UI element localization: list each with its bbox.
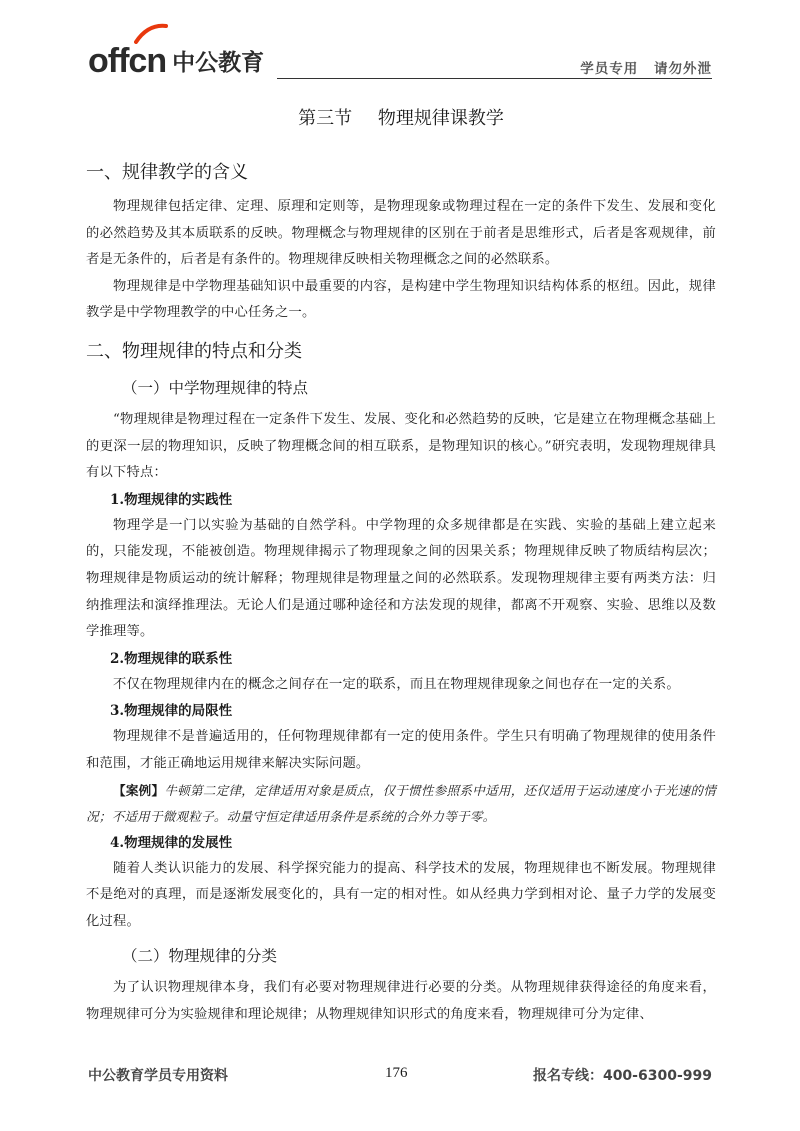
paragraph: 物理规律包括定律、定理、原理和定则等，是物理现象或物理过程在一定的条件下发生、发展和变化的必然趋势及其本质联系的反映。物理概念与物理规律的区别在于前者是思维形式，后者是客观规律，前者是无条件的，后者是有条件的。物理规律反映相关物理概念之间的必然联系。 <box>86 199 716 268</box>
example-text: 牛顿第二定律，定律适用对象是质点，仅于惯性参照系中适用，还仅适用于运动速度小于光速的情况；不适用于微观粒子。动量守恒定律适用条件是系统的合外力等于零。 <box>86 782 716 824</box>
section-title <box>86 104 716 134</box>
feature-title-development: 4.物理规律的发展性 <box>110 834 233 851</box>
paragraph: 为了认识物理规律本身，我们有必要对物理规律进行必要的分类。从物理规律获得途径的角度来看，物理规律可分为实验规律和理论规律；从物理规律知识形式的角度来看，物理规律可分为定律、 <box>86 980 716 1022</box>
page-content <box>86 100 716 1028</box>
subheading-characteristics: （一）中学物理规律的特点 <box>122 378 309 397</box>
paragraph: 不仅在物理规律内在的概念之间存在一定的联系，而且在物理规律现象之间也存在一定的关系。 <box>113 676 680 692</box>
footer-hotline: 报名专线：400-6300-999 <box>532 1068 712 1084</box>
section-number: 第三节 <box>298 108 353 129</box>
section-title-text: 物理规律课教学 <box>377 108 504 129</box>
logo-chinese-name: 中公教育 <box>172 50 265 76</box>
subheading-classification: （二）物理规律的分类 <box>122 947 278 966</box>
paragraph: “物理规律是物理过程在一定条件下发生、发展、变化和必然趋势的反映，它是建立在物理概念基础上的更深一层的物理知识，反映了物理概念间的相互联系，是物理知识的核心。”研究表明，发现物理规律具有以下特点： <box>86 411 716 481</box>
paragraph: 物理学是一门以实验为基础的自然学科。中学物理的众多规律都是在实践、实验的基础上建立起来的，只能发现，不能被创造。物理规律揭示了物理现象之间的因果关系；物理规律反映了物质结构层次；物理规律是物质运动的统计解释；物理规律是物理量之间的必然联系。发现物理规律主要有两类方法：归纳推理法和演绎推理法。无论人们是通过哪种途径和方法发现的规律，都离不开观察、实验、思维以及数学推理等。 <box>86 517 716 640</box>
header-tag-students-only: 学员专用 <box>580 61 639 77</box>
paragraph: 物理规律不是普遍适用的，任何物理规律都有一定的使用条件。学生只有明确了物理规律的使用条件和范围，才能正确地运用规律来解决实际问题。 <box>86 729 716 771</box>
example-paragraph <box>86 778 716 830</box>
feature-title-limitation: 3.物理规律的局限性 <box>110 703 233 720</box>
logo-wordmark: offcn <box>88 42 167 80</box>
header-divider <box>277 78 712 79</box>
example-tag: 【案例】 <box>113 782 165 798</box>
header-tag-confidential: 请勿外泄 <box>654 61 712 77</box>
feature-title-connectivity: 2.物理规律的联系性 <box>110 650 233 667</box>
heading-part-2: 二、物理规律的特点和分类 <box>86 340 302 362</box>
footer-label: 中公教育学员专用资料 <box>88 1068 228 1084</box>
feature-title-practicality: 1.物理规律的实践性 <box>110 491 233 508</box>
page-header <box>0 0 800 90</box>
paragraph: 随着人类认识能力的发展、科学探究能力的提高、科学技术的发展，物理规律也不断发展。物理规律不是绝对的真理，而是逐渐发展变化的，具有一定的相对性。如从经典力学到相对论、量子力学的发展变化过程。 <box>86 860 716 929</box>
logo-swoosh-icon <box>134 22 168 44</box>
header-notice <box>570 57 712 77</box>
page-footer <box>88 1065 712 1091</box>
page-number: 176 <box>385 1065 408 1081</box>
offcn-logo <box>88 38 264 78</box>
heading-part-1: 一、规律教学的含义 <box>86 162 248 183</box>
paragraph: 物理规律是中学物理基础知识中最重要的内容，是构建中学生物理知识结构体系的枢纽。因此，规律教学是中学物理教学的中心任务之一。 <box>86 278 716 321</box>
